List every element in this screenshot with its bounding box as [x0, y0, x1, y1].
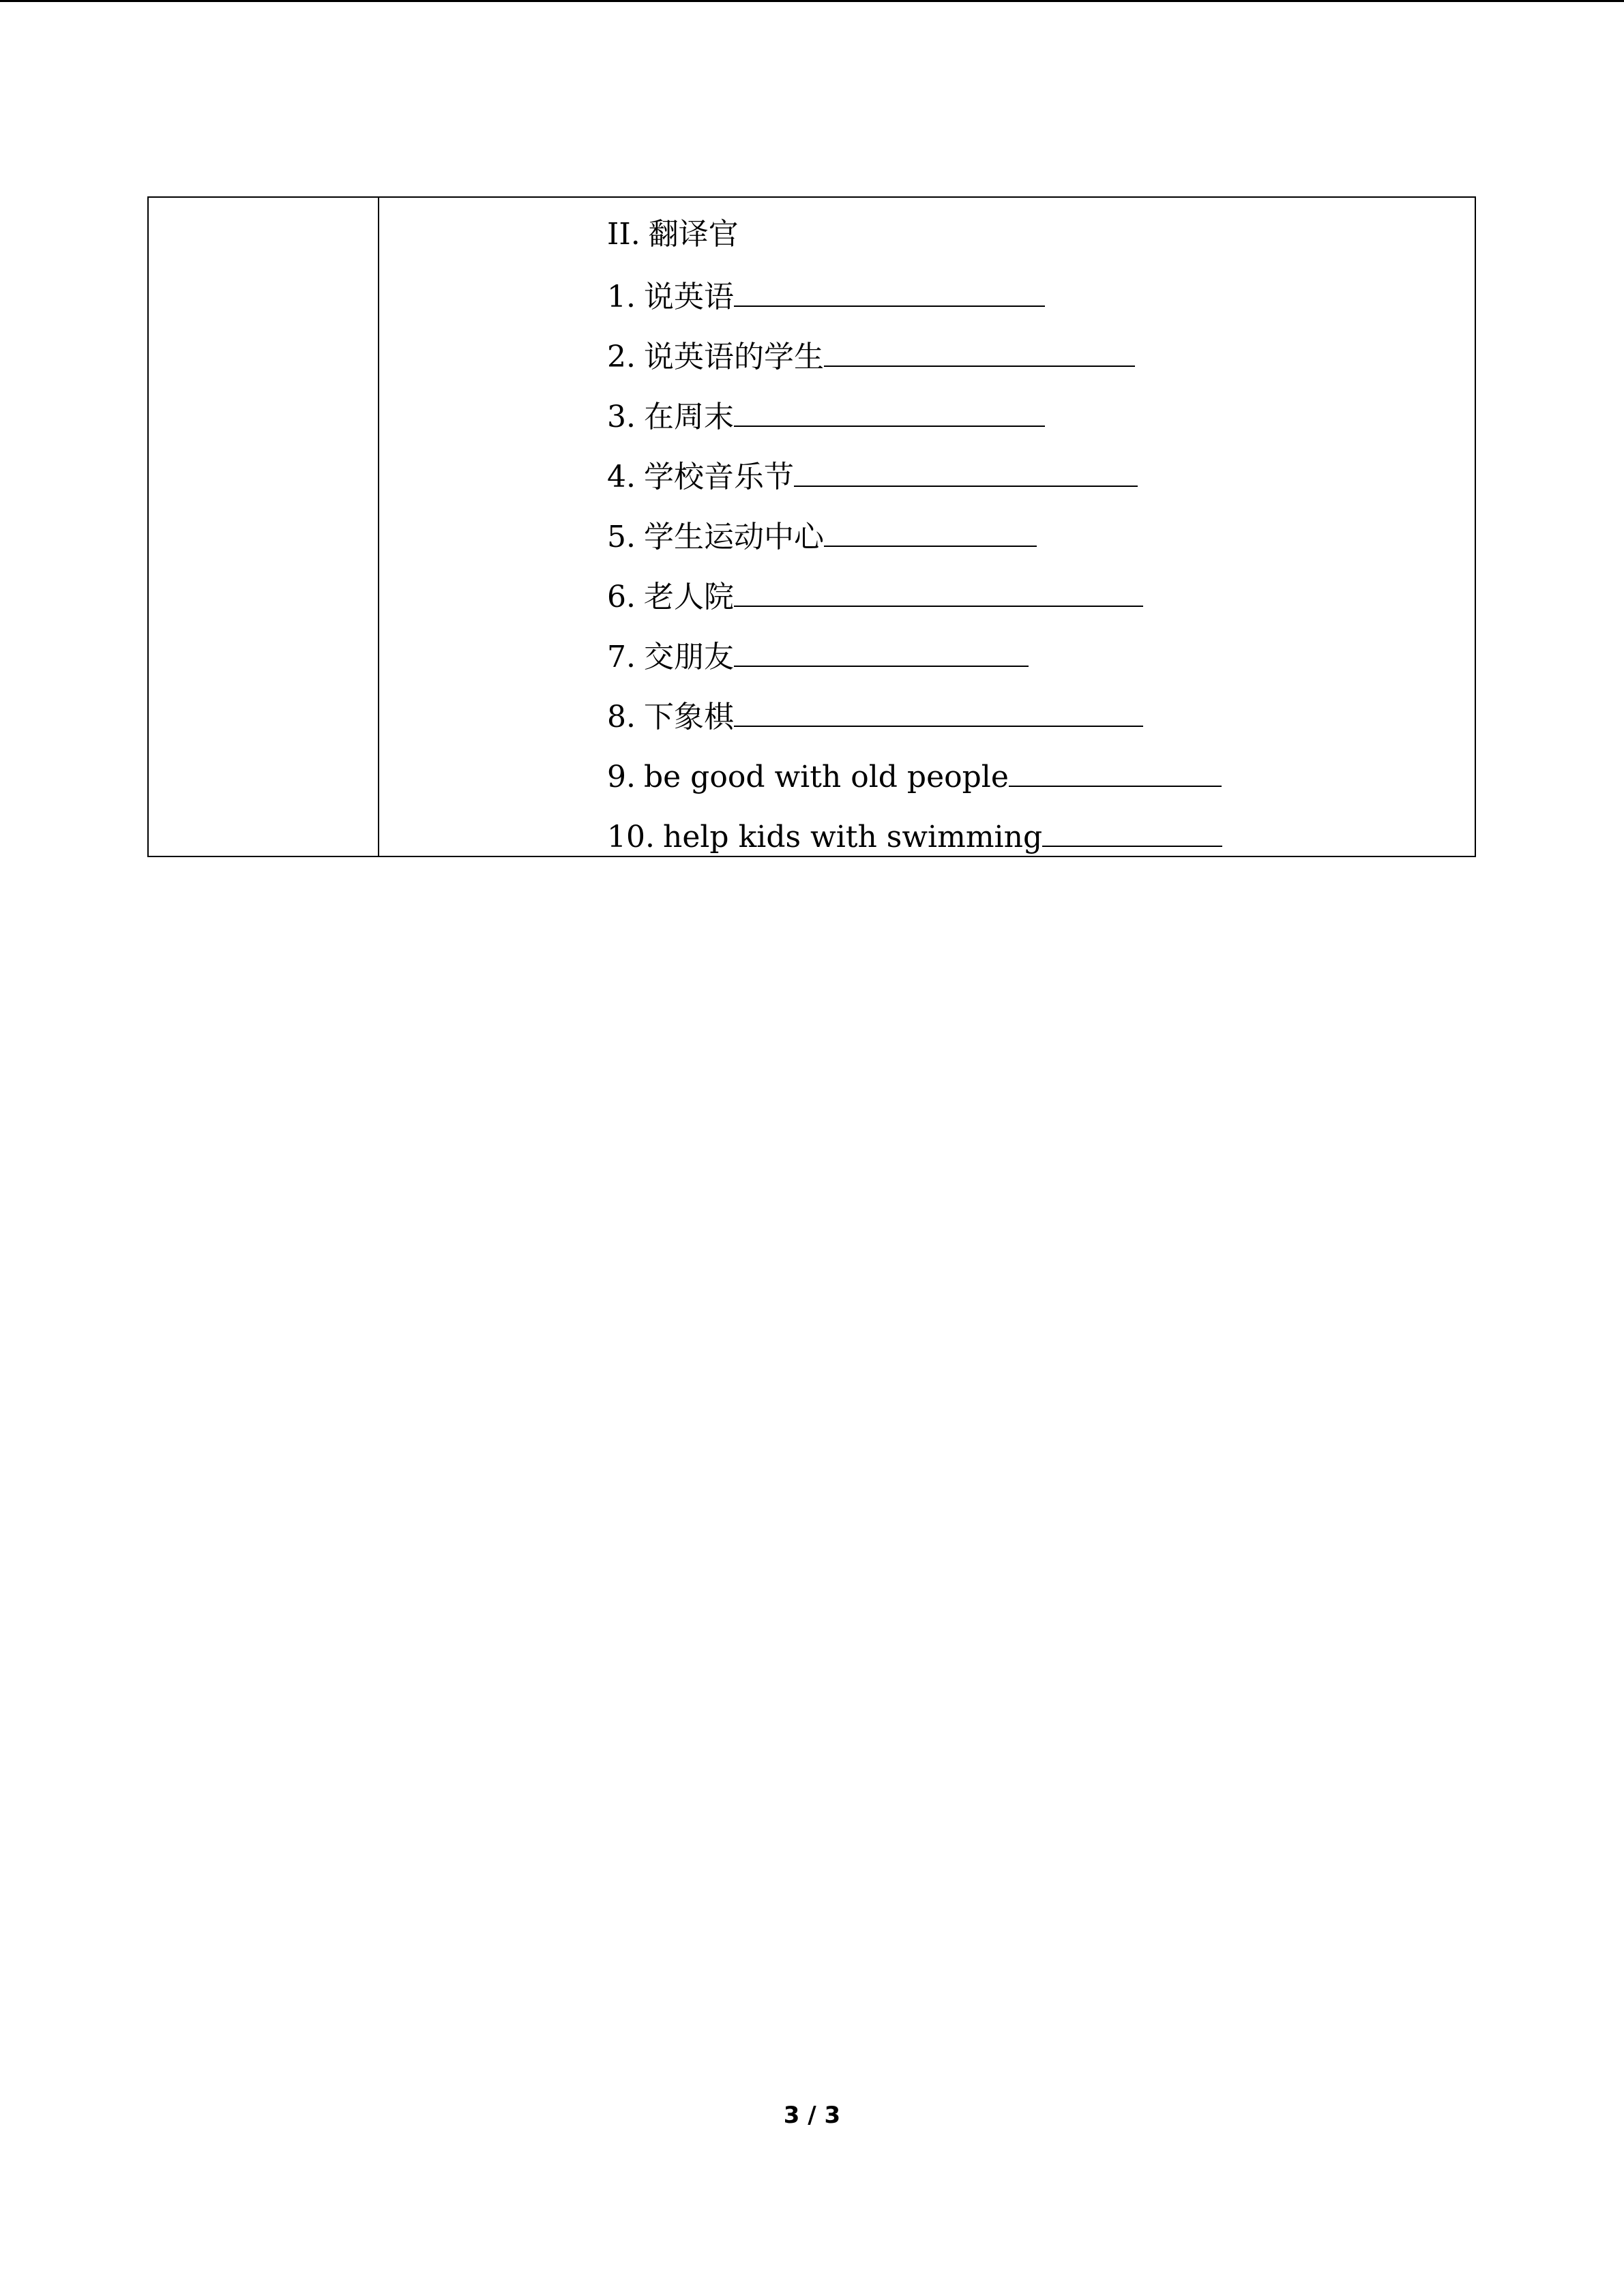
item-text: 下象棋: [643, 700, 734, 734]
page-number: 3 / 3: [783, 2102, 841, 2129]
item-number: 1.: [607, 280, 636, 314]
page-top-border: [0, 0, 1624, 2]
table-right-cell: [379, 198, 1475, 856]
answer-blank[interactable]: [734, 696, 1143, 727]
exercise-item-6: [607, 576, 1143, 616]
answer-blank[interactable]: [734, 275, 1045, 307]
answer-blank[interactable]: [734, 636, 1029, 667]
exercise-item-1: [607, 275, 1045, 316]
answer-blank[interactable]: [1042, 816, 1222, 847]
answer-blank[interactable]: [824, 336, 1135, 367]
item-text: 老人院: [643, 580, 734, 614]
exercise-item-10: [607, 816, 1222, 856]
exercise-item-7: [607, 636, 1029, 676]
item-number: 6.: [607, 580, 636, 614]
section-heading: [607, 215, 739, 254]
answer-blank[interactable]: [734, 396, 1045, 427]
item-number: 5.: [607, 520, 636, 554]
item-text: help kids with swimming: [662, 820, 1043, 854]
item-number: 8.: [607, 700, 636, 734]
item-number: 2.: [607, 340, 636, 374]
item-text: be good with old people: [643, 760, 1009, 794]
item-text: 说英语: [643, 280, 734, 314]
exercise-item-4: [607, 456, 1138, 496]
item-text: 交朋友: [643, 640, 734, 674]
section-title: 翻译官: [648, 217, 739, 252]
item-text: 学校音乐节: [643, 460, 794, 494]
section-number: II.: [607, 217, 640, 252]
item-number: 9.: [607, 760, 636, 794]
exercise-item-3: [607, 396, 1045, 436]
exercise-item-9: [607, 756, 1222, 796]
answer-blank[interactable]: [1009, 756, 1222, 787]
answer-blank[interactable]: [824, 516, 1037, 547]
exercise-item-8: [607, 696, 1143, 736]
item-number: 3.: [607, 400, 636, 434]
item-number: 4.: [607, 460, 636, 494]
item-text: 学生运动中心: [643, 520, 824, 554]
exercise-item-5: [607, 516, 1037, 556]
item-text: 在周末: [643, 400, 734, 434]
item-number: 7.: [607, 640, 636, 674]
worksheet-table: [147, 196, 1476, 857]
item-text: 说英语的学生: [643, 340, 824, 374]
table-left-cell: [149, 198, 379, 856]
item-number: 10.: [607, 820, 655, 854]
exercise-item-2: [607, 336, 1135, 376]
answer-blank[interactable]: [734, 576, 1143, 607]
answer-blank[interactable]: [794, 456, 1138, 487]
